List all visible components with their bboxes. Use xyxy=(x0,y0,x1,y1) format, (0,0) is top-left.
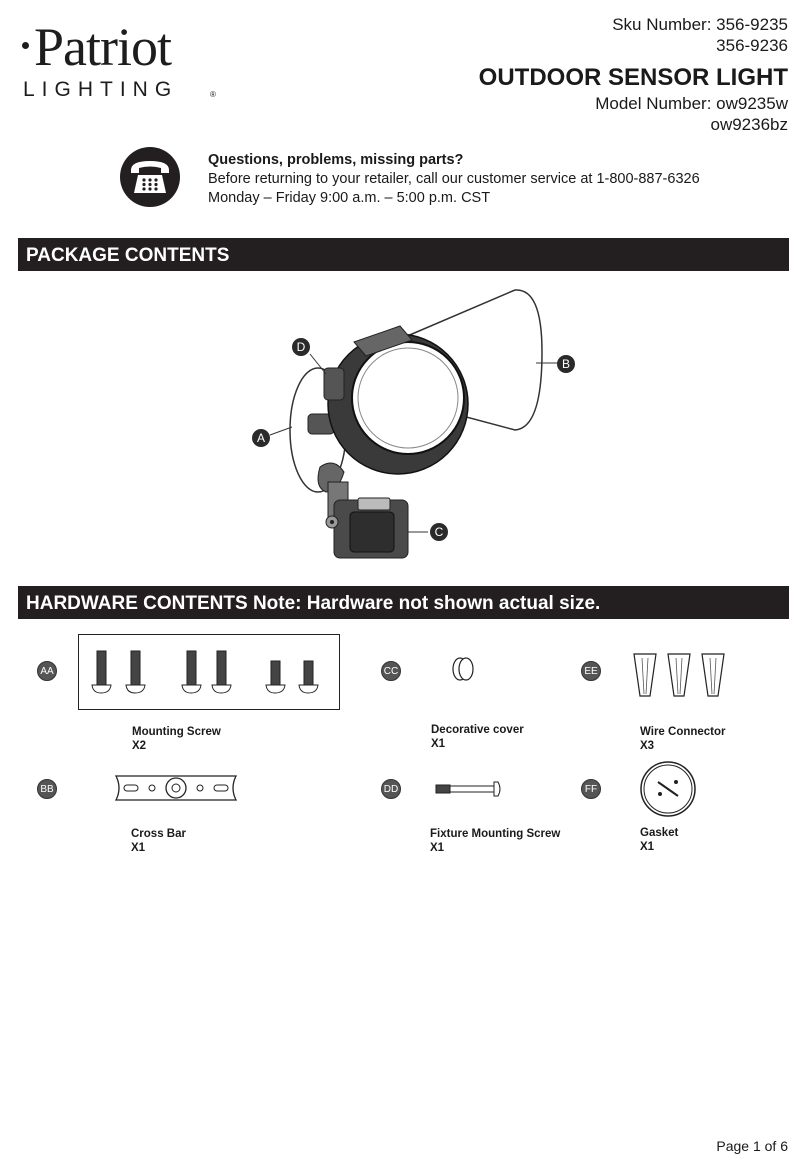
hw-label-cc: CC xyxy=(381,661,401,681)
logo-wordmark: Patriot xyxy=(34,17,171,77)
hw-qty: X1 xyxy=(430,842,445,854)
brand-logo xyxy=(18,17,218,102)
page-title: OUTDOOR SENSOR LIGHT xyxy=(478,64,788,91)
hw-qty: X1 xyxy=(640,841,655,853)
mounting-screw-box xyxy=(78,634,340,710)
hw-caption-cc xyxy=(431,723,524,751)
fixture-illustration xyxy=(240,282,590,572)
hw-label-aa: AA xyxy=(37,661,57,681)
hw-name: Decorative cover xyxy=(431,724,524,736)
mounting-screw-icon xyxy=(79,635,341,711)
section-package-contents: PACKAGE CONTENTS xyxy=(18,238,789,271)
logo-dot xyxy=(22,42,29,49)
hw-caption-dd xyxy=(430,827,560,855)
model-number: Model Number: ow9235w xyxy=(595,94,788,113)
telephone-icon xyxy=(119,146,181,208)
contact-question: Questions, problems, missing parts? xyxy=(208,152,464,168)
hw-qty: X2 xyxy=(132,740,147,752)
logo-subtitle: LIGHTING xyxy=(23,78,179,101)
hw-name: Mounting Screw xyxy=(132,726,221,738)
hw-qty: X1 xyxy=(131,842,146,854)
decorative-cover-icon xyxy=(448,655,478,683)
contact-phone-line: Before returning to your retailer, call our customer service at 1-800-887-6326 xyxy=(208,171,700,187)
contact-hours: Monday – Friday 9:00 a.m. – 5:00 p.m. CST xyxy=(208,190,491,206)
contact-block xyxy=(208,151,700,208)
registered-mark: ® xyxy=(210,90,216,99)
hw-caption-aa xyxy=(132,725,221,753)
sku-number: Sku Number: 356-9235 xyxy=(612,15,788,34)
hw-name: Gasket xyxy=(640,827,679,839)
fixture-mounting-screw-icon xyxy=(432,778,504,800)
hw-qty: X3 xyxy=(640,740,655,752)
hw-label-ff: FF xyxy=(581,779,601,799)
callout-b: B xyxy=(557,355,575,373)
page-number: Page 1 of 6 xyxy=(716,1138,788,1154)
hw-label-dd: DD xyxy=(381,779,401,799)
hw-name: Cross Bar xyxy=(131,828,186,840)
hw-label-bb: BB xyxy=(37,779,57,799)
cross-bar-icon xyxy=(112,770,240,806)
sku-number-second: 356-9236 xyxy=(716,36,788,55)
callout-d: D xyxy=(292,338,310,356)
callout-c: C xyxy=(430,523,448,541)
hw-caption-ee xyxy=(640,725,726,753)
callout-a: A xyxy=(252,429,270,447)
hw-name: Fixture Mounting Screw xyxy=(430,828,561,840)
hw-qty: X1 xyxy=(431,738,446,750)
hw-label-ee: EE xyxy=(581,661,601,681)
hw-caption-bb xyxy=(131,827,186,855)
wire-connector-icon xyxy=(630,650,730,700)
header-info xyxy=(479,14,788,135)
gasket-icon xyxy=(636,760,700,818)
hw-name: Wire Connector xyxy=(640,726,726,738)
section-hardware-contents: HARDWARE CONTENTS Note: Hardware not shown actual size. xyxy=(18,586,789,619)
hw-caption-ff xyxy=(640,826,678,854)
model-number-second: ow9236bz xyxy=(710,115,788,134)
